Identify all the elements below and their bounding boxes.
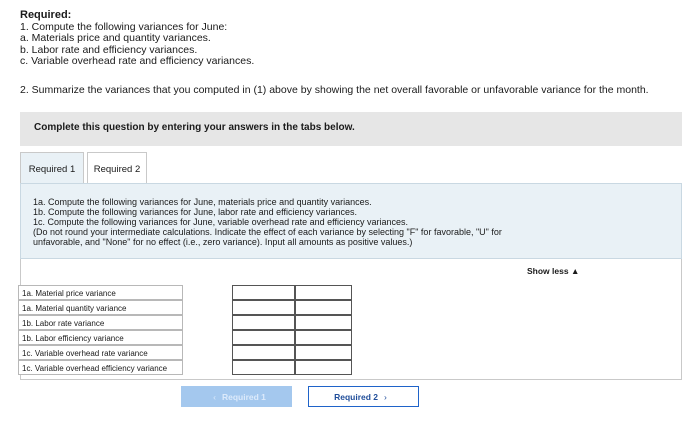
- prev-required-button[interactable]: [181, 386, 292, 407]
- variance-label: 1a. Material quantity variance: [18, 300, 183, 315]
- effect-select[interactable]: [295, 330, 352, 345]
- tab-required-2[interactable]: Required 2: [87, 152, 147, 184]
- prev-label: Required 1: [221, 391, 266, 402]
- variance-label: 1b. Labor rate variance: [18, 315, 183, 330]
- instruction-line: 1b. Compute the following variances for June, labor rate and efficiency variances.: [33, 207, 358, 217]
- instruction-line: (Do not round your intermediate calculations. Indicate the effect of each variance by selecting "F" for favorable, "U" for: [33, 227, 502, 237]
- tabs-banner: Complete this question by entering your answers in the tabs below.: [20, 112, 682, 146]
- variance-label: 1b. Labor efficiency variance: [18, 330, 183, 345]
- variance-label: 1c. Variable overhead efficiency variance: [18, 360, 183, 375]
- instruction-line: 1a. Compute the following variances for June, materials price and quantity variances.: [33, 197, 372, 207]
- effect-select[interactable]: [295, 300, 352, 315]
- instruction-line: 1c. Compute the following variances for June, variable overhead rate and efficiency variances.: [33, 217, 409, 227]
- effect-select[interactable]: [295, 360, 352, 375]
- requirements-block: [20, 10, 254, 68]
- required-line: c. Variable overhead rate and efficiency variances.: [20, 55, 255, 67]
- amount-input[interactable]: [232, 330, 295, 345]
- amount-input[interactable]: [232, 300, 295, 315]
- variance-label: 1a. Material price variance: [18, 285, 183, 300]
- amount-input[interactable]: [232, 285, 295, 300]
- instructions-panel: [20, 183, 682, 259]
- required-line: 1. Compute the following variances for June:: [20, 20, 228, 33]
- required-heading: Required:: [20, 9, 72, 21]
- amount-input[interactable]: [232, 315, 295, 330]
- effect-select[interactable]: [295, 285, 352, 300]
- required-line: a. Materials price and quantity variances.: [20, 32, 211, 44]
- required-line: b. Labor rate and efficiency variances.: [20, 43, 198, 56]
- next-label: Required 2: [334, 391, 379, 402]
- summarize-instruction: 2. Summarize the variances that you computed in (1) above by showing the net overall favorable or unfavorable variance for the month.: [20, 84, 649, 96]
- instruction-line: unfavorable, and "None" for no effect (i.e., zero variance). Input all amounts as positive values.): [33, 237, 413, 247]
- variance-label: 1c. Variable overhead rate variance: [18, 345, 183, 360]
- amount-input[interactable]: [232, 360, 295, 375]
- next-required-button[interactable]: [308, 386, 419, 407]
- chevron-left-icon: ‹: [213, 391, 216, 402]
- amount-input[interactable]: [232, 345, 295, 360]
- tab-required-1[interactable]: Required 1: [20, 152, 84, 184]
- show-less-label: Show less: [527, 266, 569, 276]
- triangle-up-icon: ▲: [570, 266, 580, 276]
- effect-select[interactable]: [295, 345, 352, 360]
- chevron-right-icon: ›: [384, 391, 387, 402]
- effect-select[interactable]: [295, 315, 352, 330]
- show-less-link[interactable]: [527, 266, 579, 276]
